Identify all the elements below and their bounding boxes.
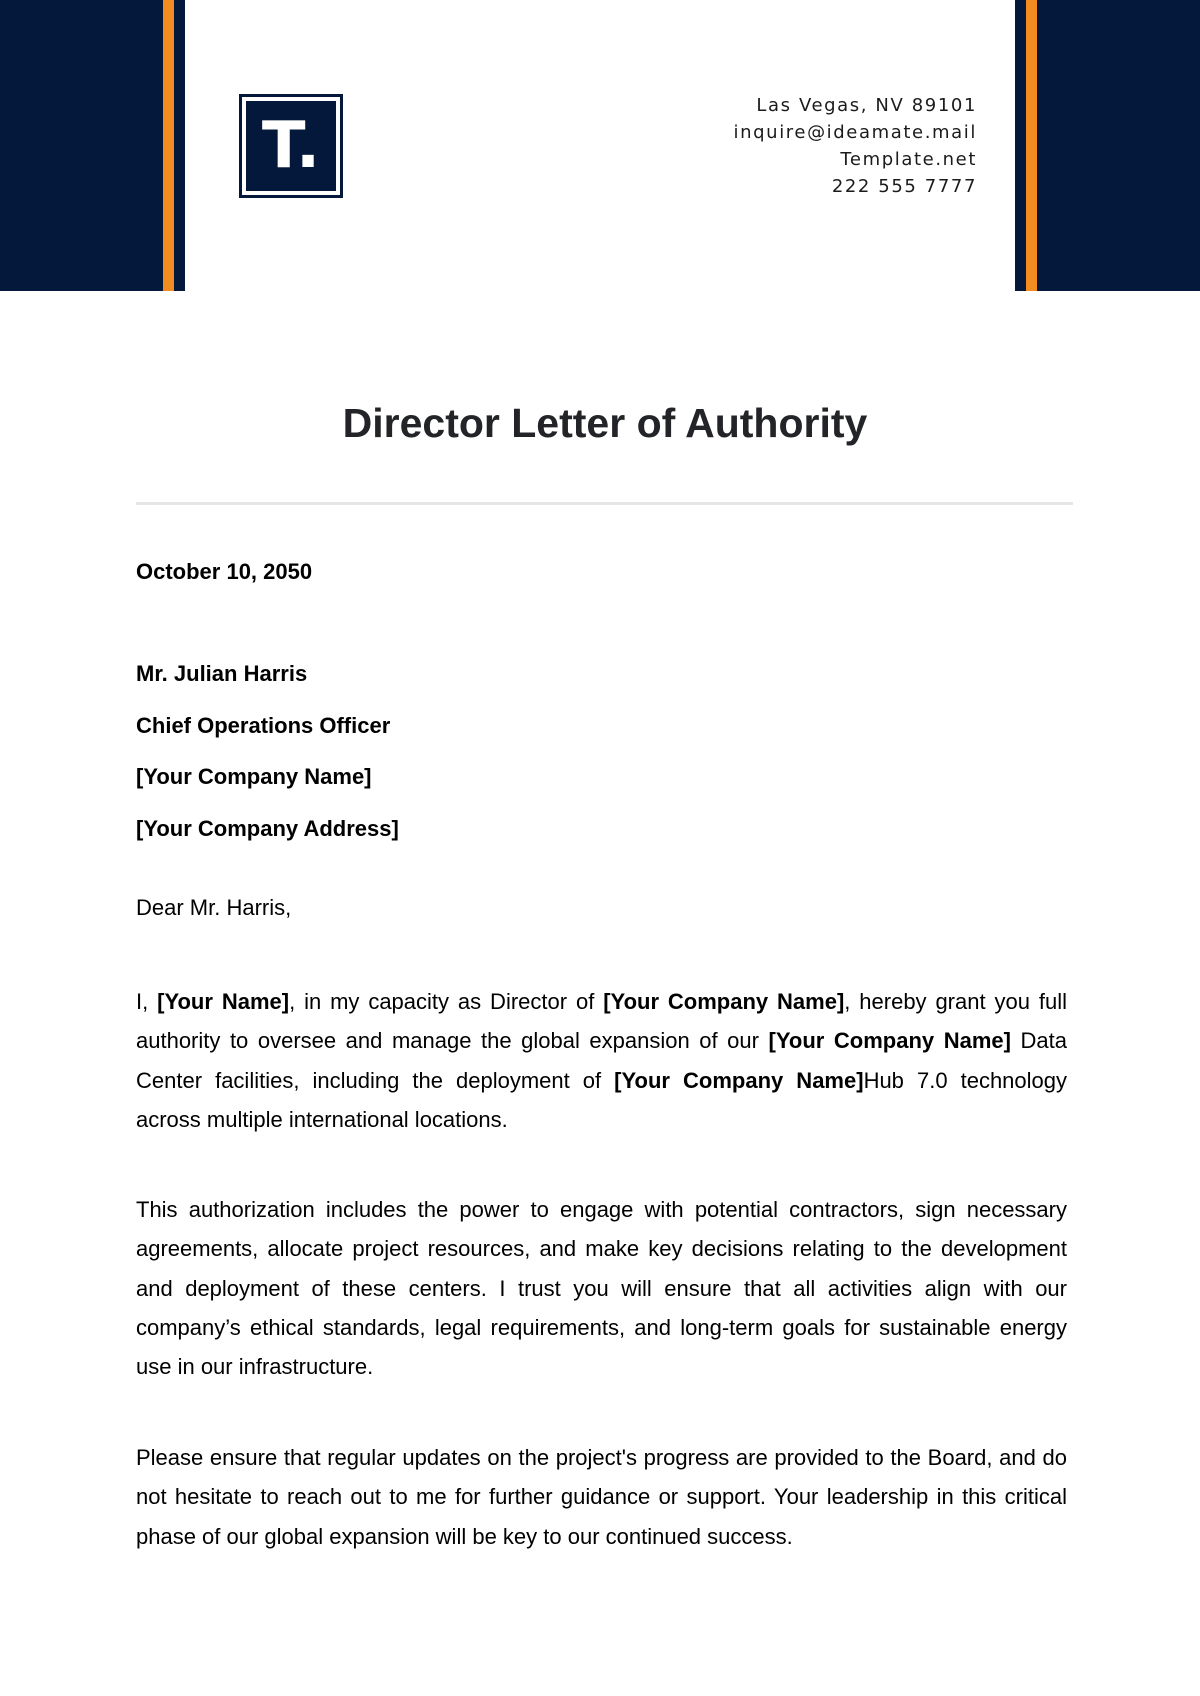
p1-company-name-2: [Your Company Name] [768,1028,1011,1054]
contact-address: Las Vegas, NV 89101 [756,95,977,116]
header-right-band [1015,0,1200,291]
contact-block [734,92,977,200]
recipient-position: Chief Operations Officer [136,712,391,738]
recipient-block [136,648,1067,854]
company-logo [239,94,343,198]
logo-letter: T. [261,109,321,183]
p1-your-name: [Your Name] [157,989,290,1014]
letter-date: October 10, 2050 [136,559,313,584]
paragraph-authorization-scope: This authorization includes the power to engage with potential contractors, sign necessary agreements, allocate project resources, and make key decisions relating to the development and deployment of these centers. I trust you will ensure that all activities align with our company’s ethical standards, legal requirements, and long-term goals for sustainable energy use in our infrastructure. [136,1197,1067,1380]
recipient-name: Mr. Julian Harris [136,661,308,686]
p1-company-name-3: [Your Company Name] [614,1067,864,1093]
contact-email: inquire@ideamate.mail [733,122,977,143]
header-left-band [0,0,185,291]
p1-company-name-1: [Your Company Name] [603,989,845,1014]
recipient-company: [Your Company Name] [136,764,372,789]
title-divider [136,502,1073,505]
header-left-accent-stripe [163,0,174,291]
contact-website: Template.net [840,149,977,170]
logo-mark [246,101,336,191]
p1-text-5: Hub 7.0 technology across multiple international locations. [136,1067,1068,1132]
document-title: Director Letter of Authority [342,400,868,446]
paragraph-closing-request: Please ensure that regular updates on the project's progress are provided to the Board, and do not hesitate to reach out to me for further guidance or support. Your leadership in this critical phase of our global expansion will be key to our continued success. [136,1445,1067,1549]
salutation: Dear Mr. Harris, [136,895,292,920]
contact-phone: 222 555 7777 [831,176,977,197]
paragraph-authority-grant [136,982,1067,1139]
p1-text-2: , in my capacity as Director of [289,989,604,1014]
p1-text-4: Data Center facilities, including the deployment of [136,1028,1067,1093]
header-right-accent-stripe [1026,0,1037,291]
recipient-address: [Your Company Address] [136,815,399,841]
p1-text-1: I, [136,989,158,1014]
p1-text-3: , hereby grant you full authority to oversee and manage the global expansion of our [136,989,1067,1054]
